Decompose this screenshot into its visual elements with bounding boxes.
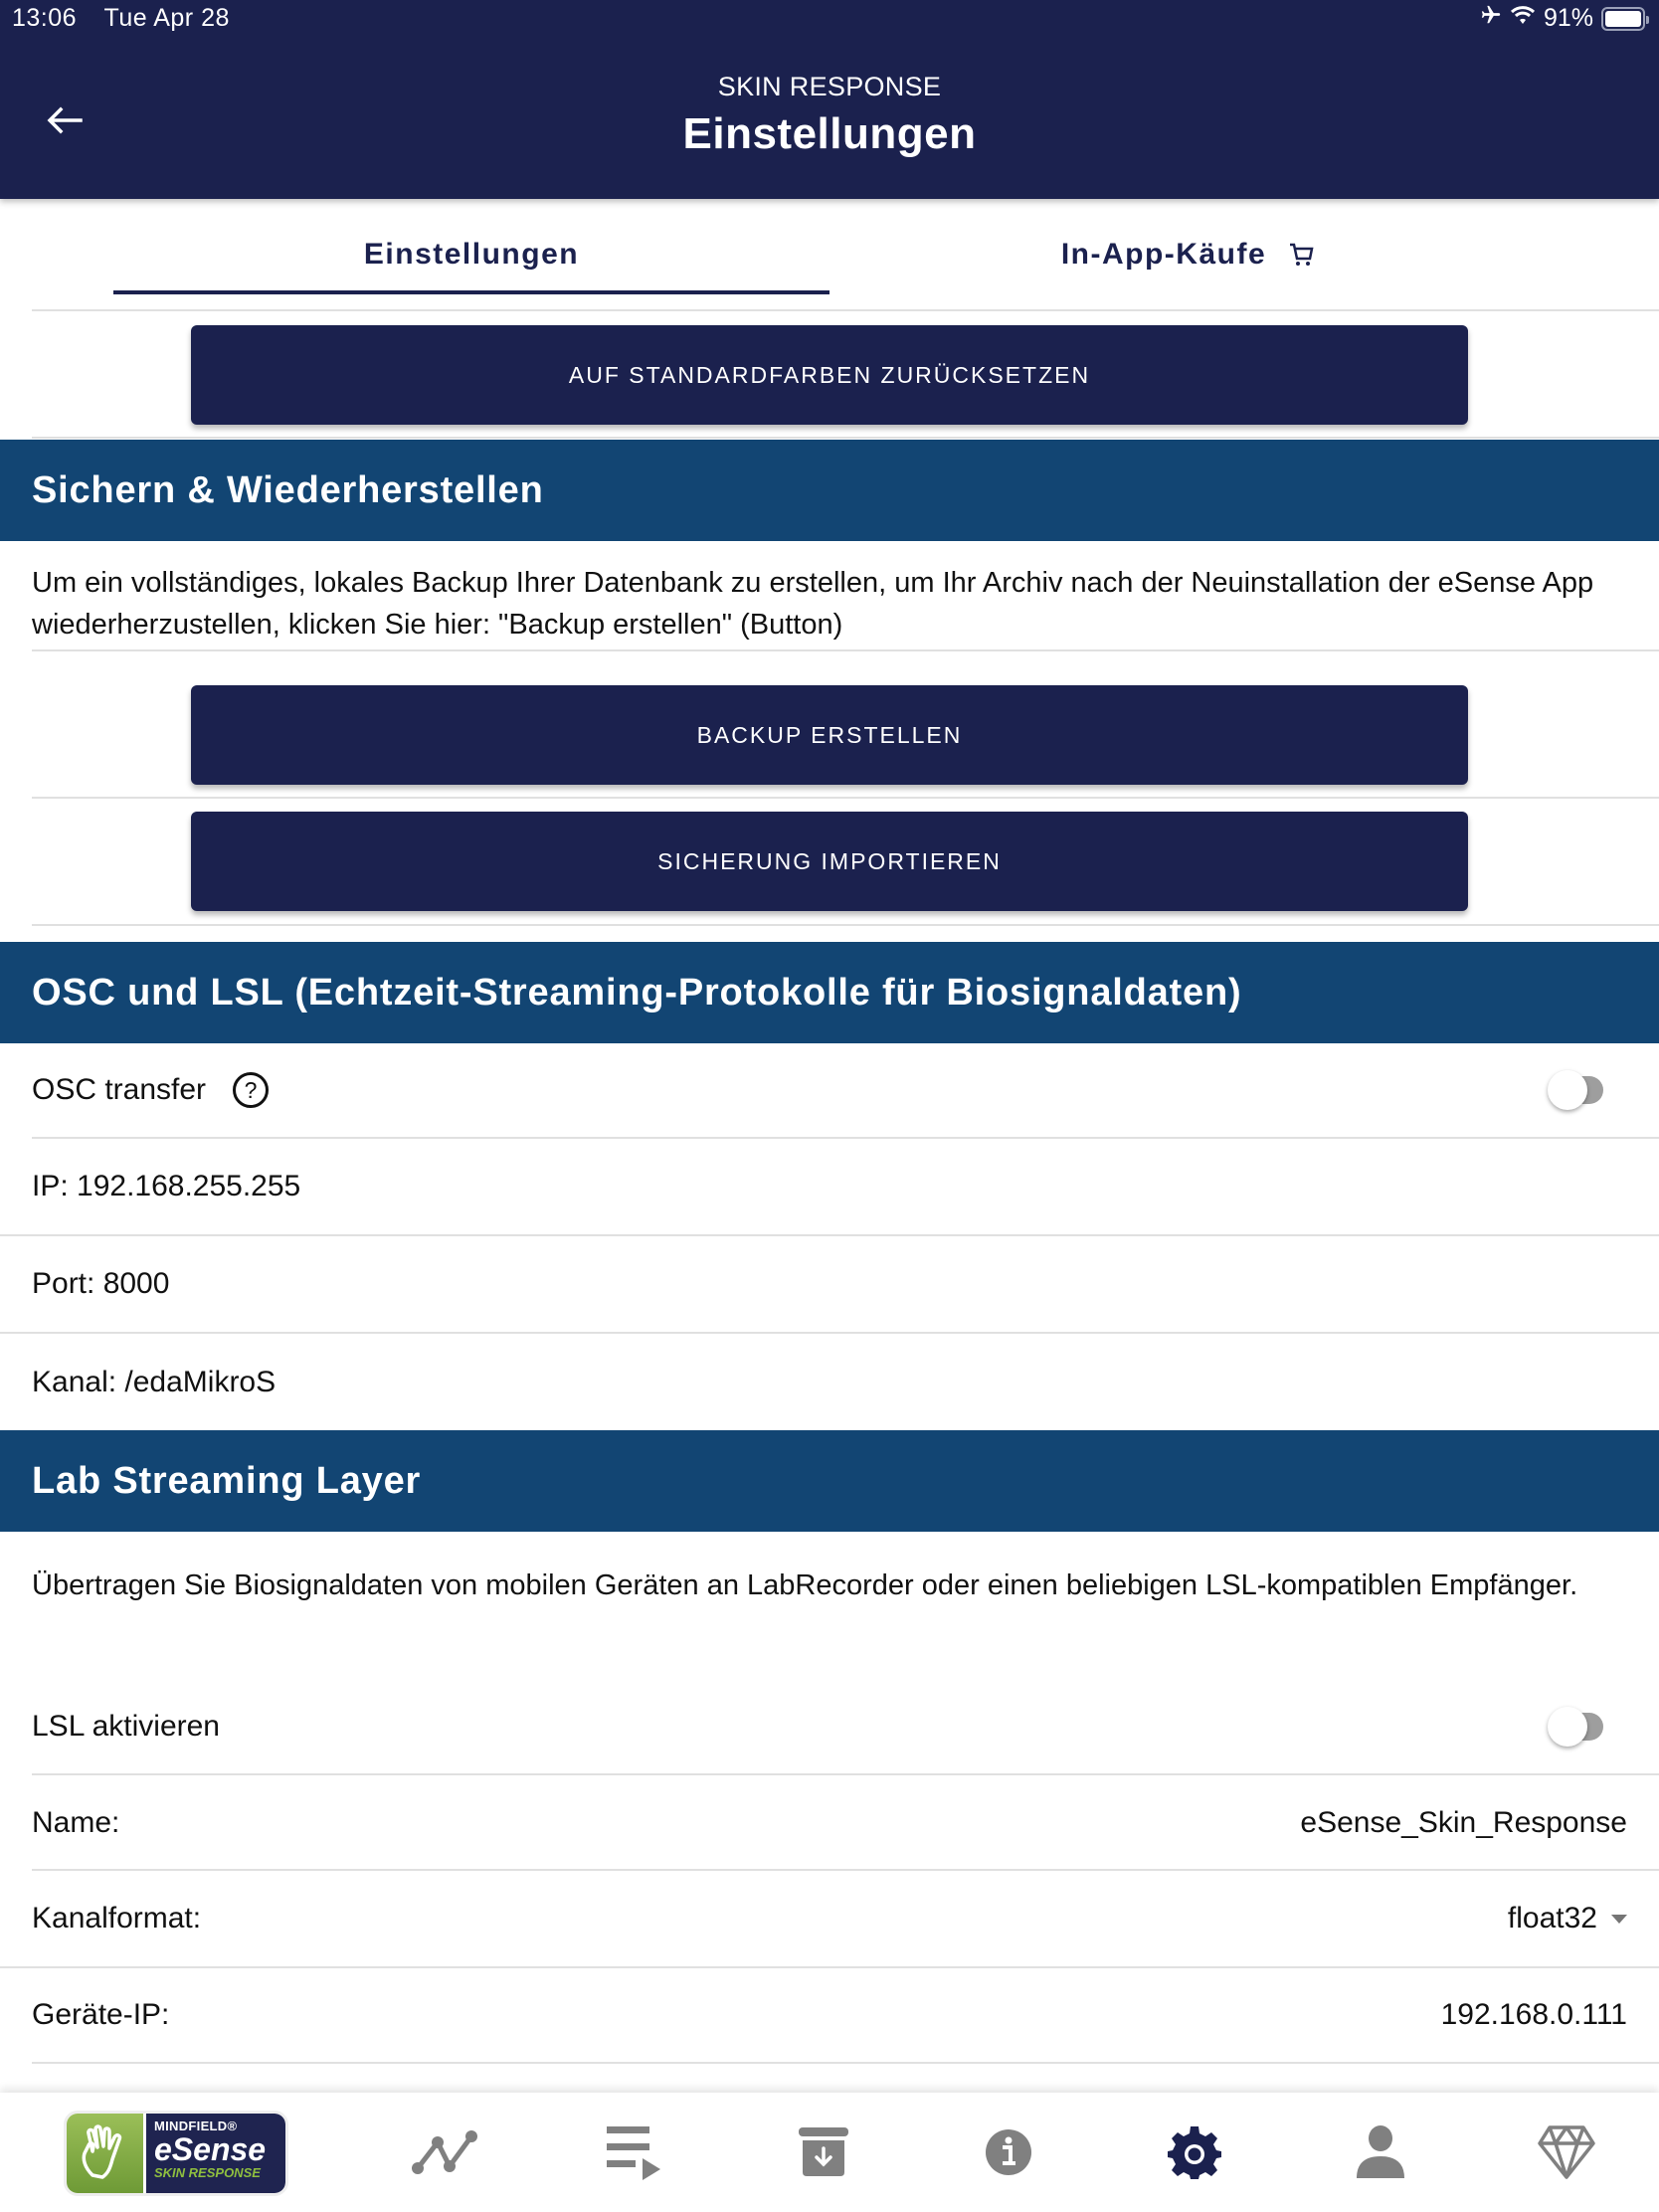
lsl-enable-toggle[interactable] (1548, 1705, 1603, 1749)
divider (32, 649, 1659, 651)
help-icon[interactable] (232, 1071, 270, 1109)
status-time: 13:06 (12, 4, 78, 32)
status-bar-right (1480, 4, 1645, 33)
diamond-icon (1538, 2125, 1595, 2179)
status-date: Tue Apr 28 (103, 4, 230, 32)
nav-settings[interactable] (1155, 2093, 1234, 2212)
nav-profile[interactable] (1341, 2093, 1420, 2212)
tab-settings-label: Einstellungen (363, 238, 580, 271)
osc-transfer-label: OSC transfer (32, 1073, 207, 1106)
lsl-name-value: eSense_Skin_Response (1300, 1805, 1627, 1839)
lsl-device-ip-row (0, 1968, 1659, 2062)
tab-bar (0, 199, 1659, 310)
wifi-icon (1510, 4, 1536, 33)
divider (32, 797, 1659, 799)
battery-icon (1601, 7, 1645, 31)
reset-colors-button[interactable]: AUF STANDARDFARBEN ZURÜCKSETZEN (191, 325, 1468, 425)
osc-port-value: Port: 8000 (32, 1267, 170, 1300)
page-title: Einstellungen (682, 109, 977, 158)
dropdown-caret-icon (1611, 1915, 1627, 1924)
create-backup-button[interactable]: BACKUP ERSTELLEN (191, 685, 1468, 785)
nav-premium[interactable] (1527, 2093, 1606, 2212)
device-ip-label: Geräte-IP: (32, 1998, 170, 2031)
lsl-format-row (0, 1871, 1659, 1966)
lsl-format-label: Kanalformat: (32, 1902, 202, 1935)
section-header-osc: OSC und LSL (Echtzeit-Streaming-Protokolle für Biosignaldaten) (0, 942, 1659, 1043)
tab-settings[interactable] (113, 199, 830, 310)
divider (32, 2062, 1659, 2064)
osc-channel-value: Kanal: /edaMikroS (32, 1365, 276, 1398)
info-icon (984, 2127, 1033, 2177)
osc-port-row[interactable] (0, 1236, 1659, 1332)
divider (32, 924, 1659, 926)
divider (32, 309, 1659, 311)
osc-transfer-toggle[interactable] (1548, 1068, 1603, 1112)
esense-logo[interactable] (64, 2111, 288, 2196)
active-tab-indicator (113, 290, 830, 294)
osc-ip-value: IP: 192.168.255.255 (32, 1170, 301, 1202)
osc-transfer-row (0, 1043, 1659, 1137)
bottom-navigation (0, 2093, 1659, 2212)
chart-icon (410, 2126, 485, 2178)
channel-format-select[interactable] (1508, 1902, 1627, 1936)
playlist-icon (605, 2124, 664, 2180)
airplane-icon (1480, 4, 1502, 33)
nav-info[interactable] (969, 2093, 1048, 2212)
person-icon (1355, 2124, 1406, 2180)
nav-playlist[interactable] (595, 2093, 674, 2212)
hand-icon (67, 2114, 143, 2193)
osc-ip-row[interactable] (0, 1139, 1659, 1234)
lsl-description: Übertragen Sie Biosignaldaten von mobilen Geräten an LabRecorder oder einen beliebigen LSL-kompatiblen Empfänger. (32, 1569, 1578, 1601)
lsl-enable-row (0, 1681, 1659, 1772)
lsl-name-row[interactable] (0, 1775, 1659, 1870)
archive-icon (798, 2126, 849, 2178)
device-ip-value: 192.168.0.111 (1440, 1998, 1627, 2031)
import-backup-button[interactable]: SICHERUNG IMPORTIEREN (191, 812, 1468, 911)
divider (32, 437, 1659, 439)
app-header (0, 0, 1659, 199)
channel-format-value: float32 (1507, 1902, 1597, 1935)
section-header-lsl: Lab Streaming Layer (0, 1430, 1659, 1532)
tab-in-app-purchases[interactable] (830, 199, 1546, 310)
tab-purchases-label: In-App-Käufe (1060, 238, 1267, 271)
lsl-name-label: Name: (32, 1805, 120, 1839)
battery-percent: 91% (1543, 4, 1593, 32)
header-subtitle: SKIN RESPONSE (717, 72, 942, 101)
settings-icon (1167, 2124, 1222, 2180)
status-bar-left (12, 4, 230, 33)
section-header-backup: Sichern & Wiederherstellen (0, 440, 1659, 541)
nav-chart[interactable] (408, 2093, 487, 2212)
lsl-enable-label: LSL aktivieren (32, 1710, 220, 1743)
svg-text:?: ? (244, 1077, 258, 1103)
backup-description: Um ein vollständiges, lokales Backup Ihrer Datenbank zu erstellen, um Ihr Archiv nach der Neuinstallation der eSense App wiederherzustellen, klicken Sie hier: "Backup erstellen" (Button) (32, 567, 1594, 641)
osc-channel-row[interactable] (0, 1334, 1659, 1430)
logo-text: MINDFIELD® eSense SKIN RESPONSE (146, 2114, 285, 2193)
nav-archive[interactable] (784, 2093, 863, 2212)
cart-icon (1288, 242, 1314, 268)
